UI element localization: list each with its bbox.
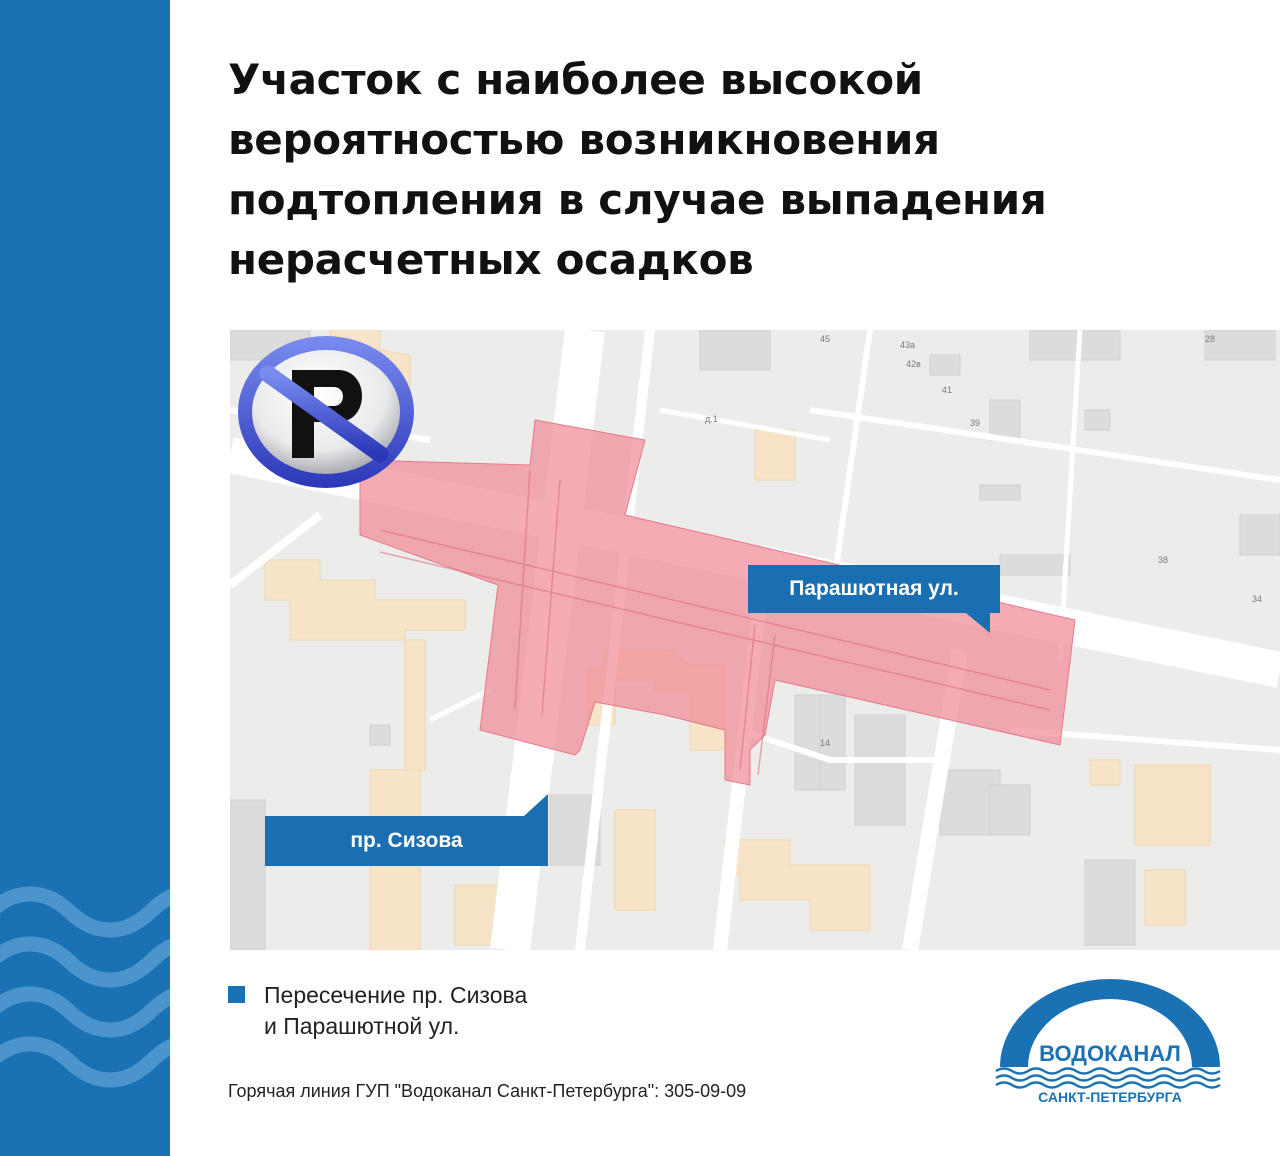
map[interactable] [230, 330, 1280, 950]
house-number-38: 38 [1158, 555, 1169, 565]
house-number-45: 45 [820, 334, 831, 344]
house-number-43a: 43а [900, 340, 916, 350]
legend-text [264, 980, 527, 1042]
logo-city: САНКТ-ПЕТЕРБУРГА [1038, 1089, 1182, 1105]
street-label-sizova [265, 816, 548, 866]
house-number-d1: д.1 [705, 414, 718, 424]
legend-line-1: Пересечение пр. Сизова [264, 982, 528, 1008]
house-number-28: 28 [1205, 334, 1216, 344]
title-line-3: подтопления в случае выпадения [228, 175, 1047, 224]
legend-swatch [228, 986, 245, 1003]
no-parking-icon [230, 330, 422, 495]
legend-line-2: и Парашютной ул. [264, 1013, 460, 1039]
page-title [228, 50, 1228, 290]
label-pointer [524, 794, 548, 816]
street-name-parashyutnaya: Парашютная ул. [789, 577, 959, 600]
vodokanal-logo [988, 975, 1233, 1110]
hotline-text: Горячая линия ГУП "Водоканал Санкт-Петербурга": 305-09-09 [228, 1081, 747, 1101]
title-line-1: Участок с наиболее высокой [228, 55, 923, 104]
house-number-39: 39 [970, 418, 981, 428]
logo-name: ВОДОКАНАЛ [1039, 1041, 1181, 1066]
house-number-14: 14 [820, 738, 831, 748]
street-label-parashyutnaya [748, 565, 1000, 613]
legend [228, 980, 527, 1042]
brand-sidebar [0, 0, 170, 1156]
waves-decoration [0, 0, 170, 1156]
house-number-42v: 42в [906, 359, 921, 369]
house-number-34: 34 [1252, 594, 1263, 604]
house-number-41: 41 [942, 385, 953, 395]
label-pointer [966, 613, 990, 633]
title-line-2: вероятностью возникновения [228, 115, 940, 164]
street-name-sizova: пр. Сизова [350, 829, 463, 852]
title-line-4: нерасчетных осадков [228, 235, 754, 284]
